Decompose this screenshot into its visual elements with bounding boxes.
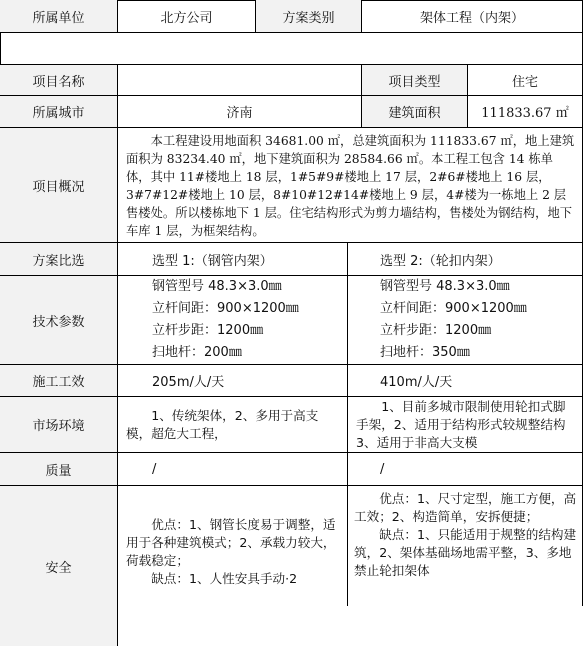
- unit-label: 所属单位: [0, 0, 118, 33]
- project-name-value: [118, 65, 362, 96]
- tech-option1-line: 扫地杆：200㎜: [152, 345, 242, 360]
- compare-option1: 选型 1:（钢管内架）: [118, 243, 348, 276]
- area-value: 111833.67 ㎡: [468, 96, 583, 128]
- efficiency-label: 施工工效: [0, 365, 118, 397]
- efficiency-option2: 410m/人/天: [348, 365, 583, 397]
- category-label: 方案类别: [256, 0, 362, 33]
- quality-option1: /: [118, 453, 348, 486]
- city-label: 所属城市: [0, 96, 118, 128]
- tech-option2-line: 扫地杆：350㎜: [380, 345, 470, 360]
- safety-option1-text: 优点：1、钢管长度易于调整，适用于各种建筑模式；2、承载力较大，荷载稳定；: [126, 517, 336, 568]
- tech-option2-line: 立杆步距：1200㎜: [380, 323, 492, 338]
- overview-text: 本工程建设用地面积 34681.00 ㎡，总建筑面积为 111833.67 ㎡，地上建筑面积为 83234.40 ㎡，地下建筑面积为 28584.66 ㎡。本工程工包含 14 栋单体，其中 11#楼地上 18 层，1#5#9#楼地上 17 层，2#6#楼地上 16 层，3#7#12#楼地上 10 层，8#10#12#14#楼地上 9 层，4#楼为一栋地上 2 层售楼处。所以楼栋地下 1 层。住宅结构形式为剪力墙结构，售楼处为钢结构，地下车库 1 层，为框架结构。: [126, 134, 575, 238]
- tech-option2: [348, 276, 583, 365]
- safety-label-cell: [0, 486, 118, 646]
- market-option2: 1、目前多城市限制使用轮扣式脚手架，2、适用于结构形式较规整结构 3、适用于非高大支模: [348, 397, 583, 453]
- project-type-value: 住宅: [468, 65, 583, 96]
- category-value: 架体工程（内架）: [362, 0, 583, 33]
- market-label: 市场环境: [0, 397, 118, 453]
- tech-option1-line: 钢管型号 48.3×3.0㎜: [152, 279, 282, 294]
- safety-option1-cut: 缺点：1、人性安具手动·2: [151, 571, 298, 586]
- safety-option2: [348, 486, 583, 606]
- tech-label: 技术参数: [0, 276, 118, 365]
- project-type-label: 项目类型: [362, 65, 468, 96]
- overview-cell: [118, 128, 583, 243]
- project-name-label: 项目名称: [0, 65, 118, 96]
- quality-label: 质量: [0, 453, 118, 486]
- blank-row: [0, 33, 583, 65]
- safety-option1: [118, 486, 348, 606]
- tech-option1: [118, 276, 348, 365]
- tech-option1-line: 立杆步距：1200㎜: [152, 323, 264, 338]
- unit-value: 北方公司: [118, 0, 256, 33]
- tech-option1-line: 立杆间距：900×1200㎜: [152, 301, 299, 316]
- city-value: 济南: [118, 96, 362, 128]
- safety-option2-line: 优点：1、尺寸定型，施工方便，高工效；2、构造简单，安拆便捷；: [354, 491, 577, 524]
- tech-option2-line: 立杆间距：900×1200㎜: [380, 301, 527, 316]
- efficiency-option1: 205m/人/天: [118, 365, 348, 397]
- quality-option2: /: [348, 453, 583, 486]
- safety-option2-line: 缺点：1、只能适用于规整的结构建筑，2、架体基础场地需平整，3、多地禁止轮扣架体: [354, 527, 577, 578]
- safety-label: 安全: [45, 560, 72, 576]
- compare-label: 方案比选: [0, 243, 118, 276]
- overview-label: 项目概况: [0, 128, 118, 243]
- area-label: 建筑面积: [362, 96, 468, 128]
- tech-option2-line: 钢管型号 48.3×3.0㎜: [380, 279, 510, 294]
- market-option1: 1、传统架体，2、多用于高支模，超危大工程，: [118, 397, 348, 453]
- compare-option2: 选型 2:（轮扣内架）: [348, 243, 583, 276]
